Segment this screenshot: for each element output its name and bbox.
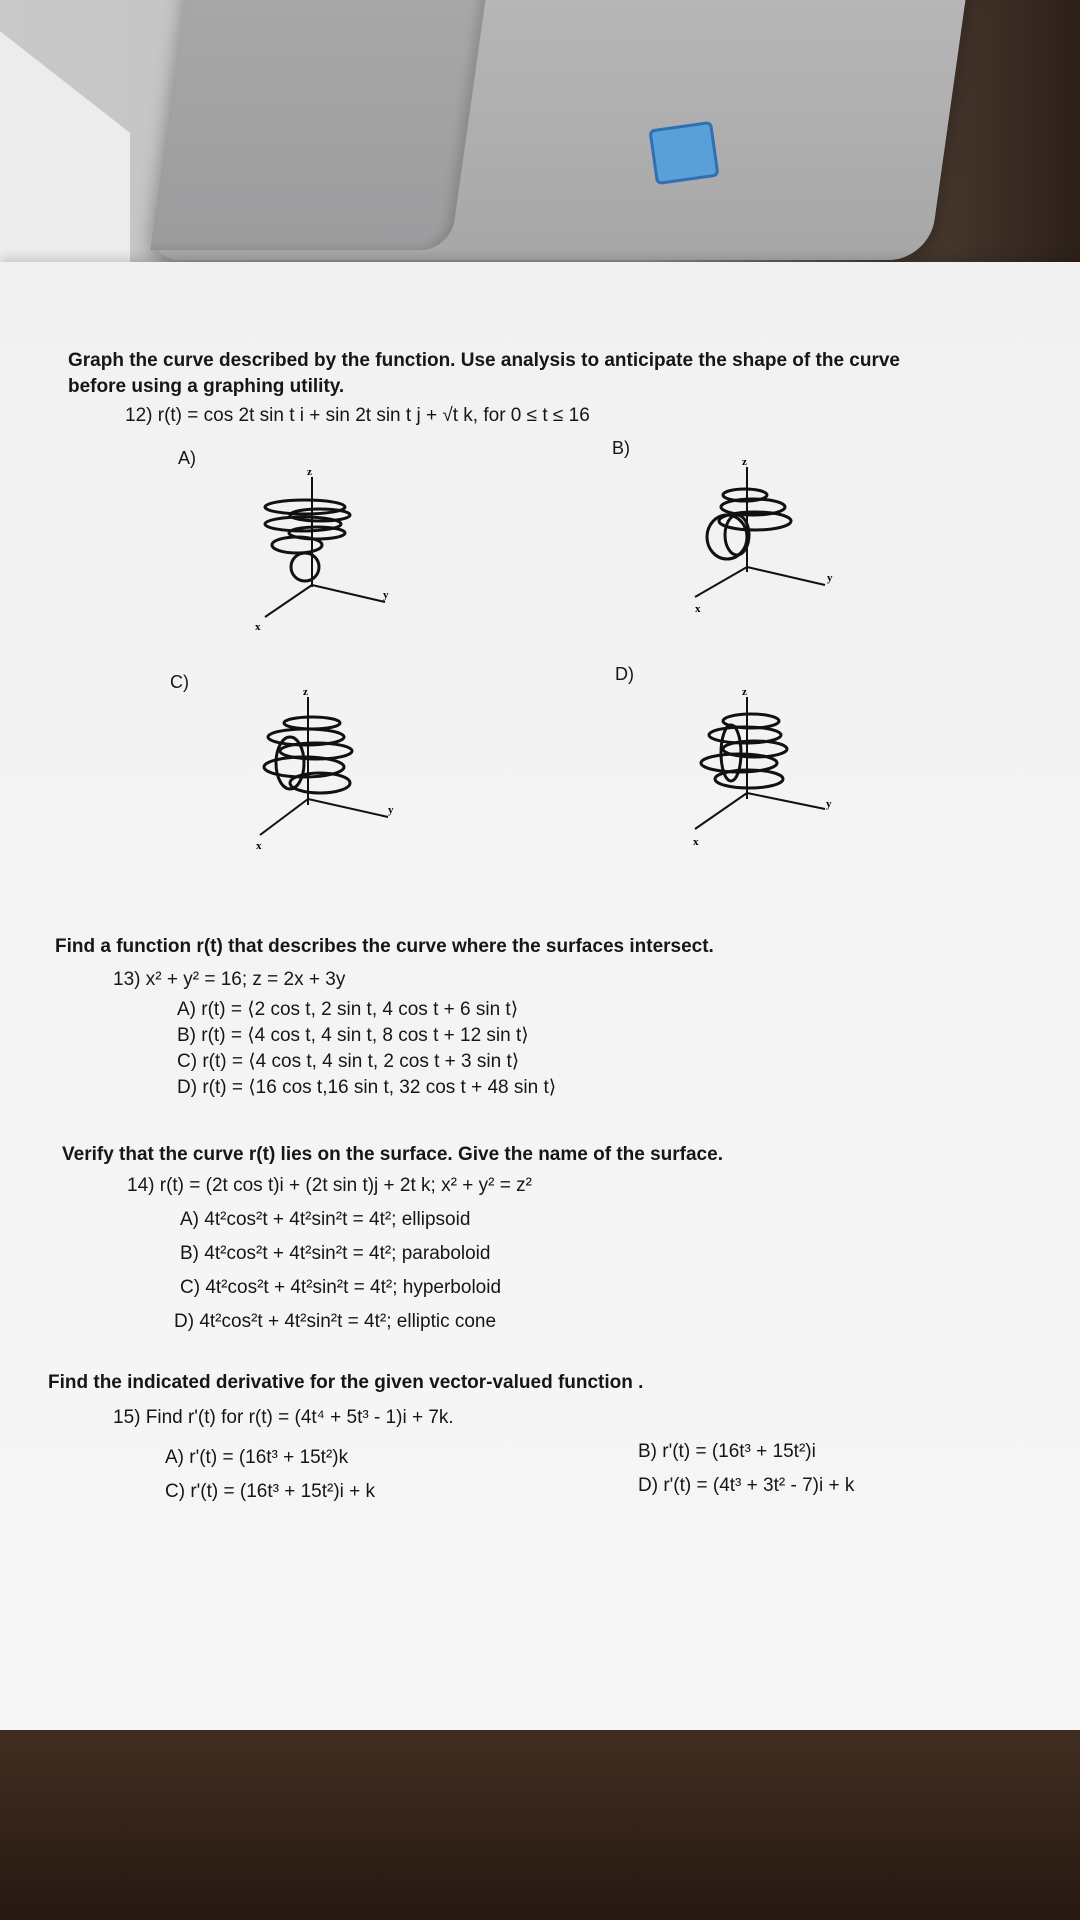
q14-option-a: A) 4t²cos²t + 4t²sin²t = 4t²; ellipsoid xyxy=(180,1209,471,1230)
z-axis-label-c: z xyxy=(303,687,308,698)
y-axis-label-d: y xyxy=(826,798,832,810)
section1-heading-line2: before using a graphing utility. xyxy=(68,376,345,397)
x-axis-label-b: x xyxy=(695,603,701,615)
graph-option-c xyxy=(228,687,408,857)
question-14: 14) r(t) = (2t cos t)i + (2t sin t)j + 2t k; x² + y² = z² xyxy=(127,1175,532,1196)
question-13: 13) x² + y² = 16; z = 2x + 3y xyxy=(113,969,346,990)
option-b-label: B) xyxy=(612,438,630,458)
q13-option-d: D) r(t) = ⟨16 cos t,16 sin t, 32 cos t + 48 sin t⟩ xyxy=(177,1077,557,1098)
section2-heading: Find a function r(t) that describes the curve where the surfaces intersect. xyxy=(55,936,714,957)
y-axis-label-a: y xyxy=(383,589,389,601)
z-axis-label-d: z xyxy=(742,687,747,698)
graph-option-b xyxy=(665,457,845,627)
q14-option-d: D) 4t²cos²t + 4t²sin²t = 4t²; elliptic cone xyxy=(174,1311,497,1332)
q15-option-a: A) r'(t) = (16t³ + 15t²)k xyxy=(165,1447,349,1468)
x-axis-label-d: x xyxy=(693,836,699,848)
y-axis-label-b: y xyxy=(827,572,833,584)
laptop xyxy=(149,0,971,260)
q14-option-c: C) 4t²cos²t + 4t²sin²t = 4t²; hyperboloid xyxy=(180,1277,502,1298)
q14-option-b: B) 4t²cos²t + 4t²sin²t = 4t²; paraboloid xyxy=(180,1243,491,1264)
section1-heading-line1: Graph the curve described by the function. Use analysis to anticipate the shape of the curve xyxy=(68,350,900,371)
z-axis-label-a: z xyxy=(307,467,312,478)
z-axis-label-b: z xyxy=(742,457,747,468)
option-a-label: A) xyxy=(178,448,196,468)
laptop-sticker xyxy=(648,121,719,185)
graph-option-a xyxy=(225,467,405,637)
section3-heading: Verify that the curve r(t) lies on the surface. Give the name of the surface. xyxy=(62,1144,723,1165)
section4-heading: Find the indicated derivative for the given vector-valued function . xyxy=(48,1372,644,1393)
question-15: 15) Find r'(t) for r(t) = (4t⁴ + 5t³ - 1)i + 7k. xyxy=(113,1407,454,1428)
graph-option-d xyxy=(665,687,845,857)
worksheet-page xyxy=(0,262,1080,1730)
q13-option-a: A) r(t) = ⟨2 cos t, 2 sin t, 4 cos t + 6 sin t⟩ xyxy=(177,999,519,1020)
option-d-label: D) xyxy=(615,664,634,684)
q13-option-c: C) r(t) = ⟨4 cos t, 4 sin t, 2 cos t + 3 sin t⟩ xyxy=(177,1051,520,1072)
q13-option-b: B) r(t) = ⟨4 cos t, 4 sin t, 8 cos t + 12 sin t⟩ xyxy=(177,1025,529,1046)
option-c-label: C) xyxy=(170,672,189,692)
q15-option-c: C) r'(t) = (16t³ + 15t²)i + k xyxy=(165,1481,376,1502)
y-axis-label-c: y xyxy=(388,804,394,816)
x-axis-label-c: x xyxy=(256,840,262,852)
x-axis-label-a: x xyxy=(255,621,261,633)
question-12: 12) r(t) = cos 2t sin t i + sin 2t sin t j + √t k, for 0 ≤ t ≤ 16 xyxy=(125,405,590,426)
q15-option-b: B) r'(t) = (16t³ + 15t²)i xyxy=(638,1441,816,1462)
laptop-lid xyxy=(150,0,491,250)
q15-option-d: D) r'(t) = (4t³ + 3t² - 7)i + k xyxy=(638,1475,855,1496)
